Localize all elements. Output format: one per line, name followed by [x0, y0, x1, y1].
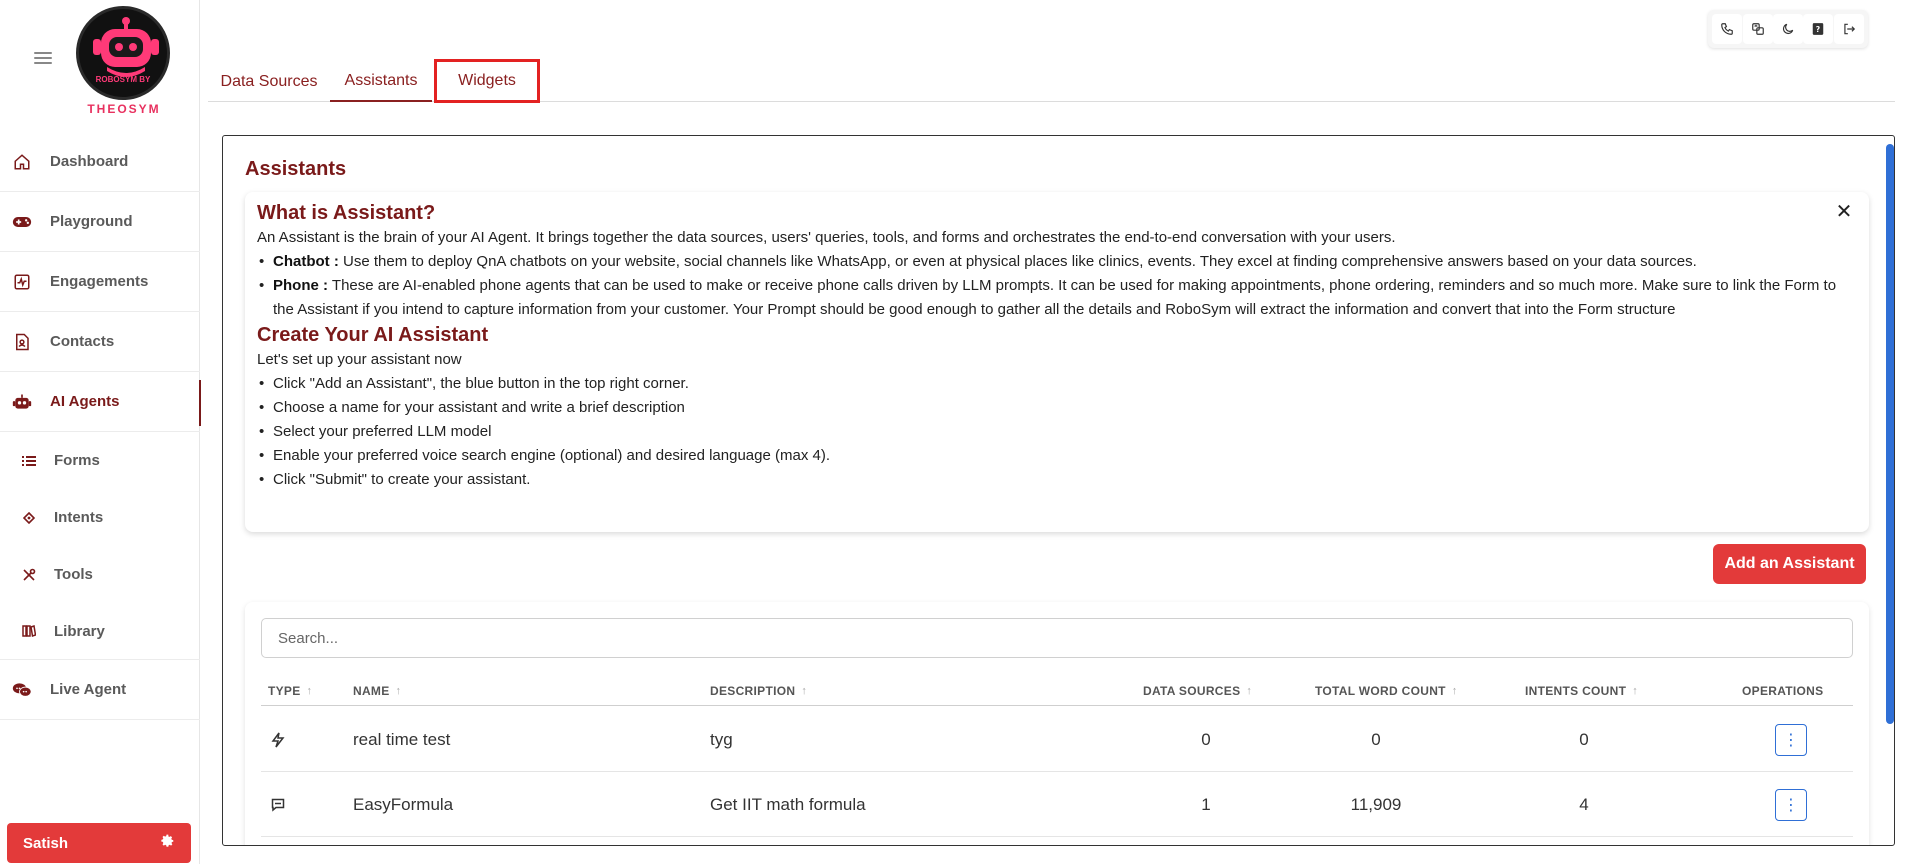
intents-count: 4: [1579, 794, 1589, 814]
sidebar-item-label: Dashboard: [50, 153, 129, 170]
info-intro: An Assistant is the brain of your AI Agent. It brings together the data sources, users' queries, tools, and forms and orchestrates the end-to-end conversation with your users.: [257, 229, 1396, 246]
menu-toggle-icon[interactable]: [34, 52, 52, 66]
sidebar-item-label: Playground: [50, 213, 133, 230]
phone-icon[interactable]: [1712, 14, 1742, 44]
setup-steps-list: [257, 372, 1857, 492]
gear-icon: [161, 834, 175, 853]
gamepad-icon: [12, 212, 32, 232]
sort-arrow-icon: ↑: [1451, 685, 1458, 697]
contact-card-icon: [12, 332, 32, 352]
close-icon[interactable]: ✕: [1835, 200, 1853, 223]
logout-icon[interactable]: [1834, 14, 1864, 44]
assistant-types-list: [257, 250, 1857, 322]
table-row[interactable]: [261, 772, 1853, 837]
sidebar: [0, 0, 200, 864]
list-item: • Phone : These are AI-enabled phone agents that can be used to make or receive phone calls driven by LLM prompts. It can be used for making appointments, phone ordering, reminders and so much more. Make sure to link the Form to the Assistant if you intend to capture information from your customer. Your Prompt should be good enough to gather all the details and RoboSym will extract the information and convert that into the Form structure: [257, 274, 1857, 322]
list-item: • Click "Submit" to create your assistant.: [257, 468, 1857, 492]
help-icon[interactable]: [1803, 14, 1833, 44]
chat-icon: [271, 772, 301, 837]
sidebar-item-playground[interactable]: [0, 192, 200, 252]
sidebar-item-label: Engagements: [50, 273, 149, 290]
assistant-description: Get IIT math formula: [710, 794, 866, 814]
sidebar-item-label: Intents: [54, 509, 104, 526]
scrollbar[interactable]: [1886, 144, 1894, 724]
chat-bubbles-icon: [12, 680, 32, 700]
sidebar-item-library[interactable]: [0, 603, 200, 660]
assistant-name[interactable]: EasyFormula: [353, 794, 454, 814]
operations-cell: [1751, 772, 1831, 837]
list-item: • Enable your preferred voice search engine (optional) and desired language (max 4).: [257, 444, 1857, 468]
intents-count: 0: [1579, 729, 1589, 749]
tab-bar: [208, 62, 1895, 102]
sidebar-item-label: Tools: [54, 566, 93, 583]
list-item: • Click "Add an Assistant", the blue button in the top right corner.: [257, 372, 1857, 396]
list-icon: [22, 454, 36, 468]
sidebar-item-label: Contacts: [50, 333, 115, 350]
top-toolbar: [1708, 10, 1868, 48]
data-sources-count: 0: [1201, 729, 1211, 749]
user-name: Satish: [23, 834, 69, 852]
column-header-data-sources[interactable]: DATA SOURCES ↑: [1143, 684, 1253, 698]
assistant-name[interactable]: real time test: [353, 729, 451, 749]
tools-icon: [22, 568, 36, 582]
table-header: [261, 682, 1853, 706]
search-input[interactable]: [261, 618, 1853, 658]
sidebar-item-dashboard[interactable]: [0, 132, 200, 192]
column-header-description[interactable]: DESCRIPTION ↑: [710, 684, 808, 698]
sidebar-item-forms[interactable]: [0, 432, 200, 489]
sidebar-item-label: Forms: [54, 452, 100, 469]
info-heading: What is Assistant?: [257, 202, 436, 224]
info-box: [245, 192, 1869, 532]
sidebar-item-tools[interactable]: [0, 546, 200, 603]
column-header-word-count[interactable]: TOTAL WORD COUNT ↑: [1315, 684, 1458, 698]
column-header-name[interactable]: NAME ↑: [353, 684, 402, 698]
sort-arrow-icon: ↑: [801, 685, 808, 697]
user-settings-button[interactable]: [7, 823, 191, 863]
page-title: Assistants: [245, 158, 347, 180]
sidebar-nav: [0, 132, 200, 720]
column-header-intents-count[interactable]: INTENTS COUNT ↑: [1525, 684, 1639, 698]
column-header-operations: OPERATIONS: [1742, 684, 1824, 698]
sidebar-item-ai-agents[interactable]: [0, 372, 200, 432]
lightning-icon: [271, 707, 301, 772]
sort-arrow-icon: ↑: [306, 685, 313, 697]
tab-widgets[interactable]: Widgets: [434, 59, 540, 103]
add-assistant-button[interactable]: Add an Assistant: [1713, 544, 1866, 584]
more-options-button[interactable]: ⋮: [1775, 789, 1807, 821]
sidebar-item-live-agent[interactable]: [0, 660, 200, 720]
sort-arrow-icon: ↑: [1246, 685, 1253, 697]
create-heading: Create Your AI Assistant: [257, 324, 489, 346]
robot-icon: [12, 392, 32, 412]
sidebar-item-label: Live Agent: [50, 681, 127, 698]
list-item: • Choose a name for your assistant and write a brief description: [257, 396, 1857, 420]
word-count: 0: [1371, 729, 1381, 749]
sidebar-item-engagements[interactable]: [0, 252, 200, 312]
word-count: 11,909: [1350, 794, 1402, 814]
home-icon: [12, 152, 32, 172]
tab-data-sources[interactable]: Data Sources: [220, 73, 318, 90]
sidebar-item-label: AI Agents: [50, 393, 120, 410]
more-options-button[interactable]: ⋮: [1775, 724, 1807, 756]
list-item: • Chatbot : Use them to deploy QnA chatbots on your website, social channels like WhatsApp, or even at physical places like clinics, events. They excel at finding comprehensive answers based on your data sources.: [257, 250, 1857, 274]
data-sources-count: 1: [1201, 794, 1211, 814]
assistants-table-card: [245, 602, 1869, 846]
tab-assistants[interactable]: Assistants: [330, 62, 432, 102]
list-item: • Select your preferred LLM model: [257, 420, 1857, 444]
diamond-icon: [22, 511, 36, 525]
svg-text:?: ?: [1816, 24, 1821, 34]
sort-arrow-icon: ↑: [395, 685, 402, 697]
operations-cell: [1751, 707, 1831, 772]
moon-icon[interactable]: [1773, 14, 1803, 44]
sort-arrow-icon: ↑: [1632, 685, 1639, 697]
sidebar-item-label: Library: [54, 622, 105, 640]
library-icon: [22, 624, 36, 638]
assistant-description: tyg: [710, 729, 733, 749]
column-header-type[interactable]: TYPE ↑: [268, 684, 313, 698]
table-row[interactable]: [261, 707, 1853, 772]
activity-icon: [12, 272, 32, 292]
assistants-panel: [222, 135, 1895, 846]
app-logo: ROBOSYM BY THEOSYM: [74, 2, 174, 118]
sidebar-item-contacts[interactable]: [0, 312, 200, 372]
brand-name: THEOSYM: [87, 102, 161, 116]
sidebar-item-intents[interactable]: [0, 489, 200, 546]
setup-intro: Let's set up your assistant now: [257, 351, 462, 368]
translate-icon[interactable]: [1743, 14, 1773, 44]
